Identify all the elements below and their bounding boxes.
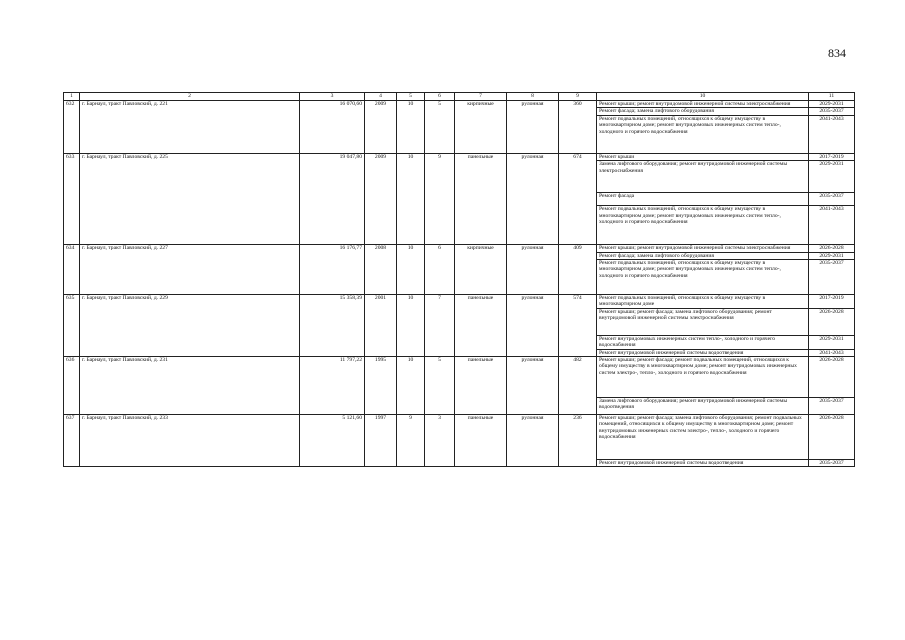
walls-cell: панельные [455,295,507,357]
work-description: Ремонт крыши; ремонт фасада; ремонт подвальных помещений, относящихся к общему имуществу в многоквартирном доме; ремонт внутридомовых инженерных систем электро-, тепло-, холодного и горячего водоснабжения [597,357,809,398]
column-number-row [64,93,855,101]
entrances-cell: 3 [425,415,455,467]
work-period: 2041-2043 [809,349,855,356]
column-number: 5 [397,93,425,101]
work-description: Ремонт внутридомовых инженерных систем тепло-, холодного и горячего водоснабжения [597,335,809,349]
roof-cell: рулонная [507,101,559,154]
address-cell: г. Барнаул, тракт Павловский, д. 221 [80,101,300,154]
year-cell: 2001 [365,295,397,357]
row-number: 632 [64,101,80,154]
roof-cell: рулонная [507,415,559,467]
work-description: Ремонт внутридомовой инженерной системы водоотведения [597,349,809,356]
address-cell: г. Барнаул, тракт Павловский, д. 231 [80,357,300,415]
table-row [64,295,855,309]
walls-cell: панельные [455,153,507,244]
column-number: 3 [300,93,365,101]
row-number: 637 [64,415,80,467]
floors-cell: 10 [397,357,425,415]
walls-cell: панельные [455,357,507,415]
address-cell: г. Барнаул, тракт Павловский, д. 233 [80,415,300,467]
work-description: Ремонт крыши [597,153,809,160]
work-description: Ремонт подвальных помещений, относящихся к общему имуществу в многоквартирном доме [597,295,809,309]
year-cell: 2008 [365,245,397,295]
work-period: 2026-2028 [809,357,855,398]
work-description: Ремонт фасада; замена лифтового оборудования [597,252,809,259]
area-cell: 16 176,77 [300,245,365,295]
column-number: 9 [559,93,597,101]
entrances-cell: 5 [425,101,455,154]
work-period: 2035-2037 [809,460,855,467]
column-number: 10 [597,93,809,101]
entrances-cell: 9 [425,153,455,244]
floors-cell: 10 [397,101,425,154]
residents-cell: 360 [559,101,597,154]
floors-cell: 9 [397,415,425,467]
column-number: 2 [80,93,300,101]
work-period: 2035-2037 [809,193,855,206]
row-number: 636 [64,357,80,415]
roof-cell: рулонная [507,153,559,244]
work-description: Ремонт внутридомовой инженерной системы водоотведения [597,460,809,467]
work-period: 2029-2031 [809,335,855,349]
column-number: 6 [425,93,455,101]
entrances-cell: 7 [425,295,455,357]
work-period: 2041-2043 [809,206,855,245]
work-period: 2035-2037 [809,260,855,295]
area-cell: 19 047,80 [300,153,365,244]
area-cell: 16 070,60 [300,101,365,154]
work-description: Замена лифтового оборудования; ремонт внутридомовой инженерной системы водоотведения [597,398,809,415]
table-row [64,357,855,398]
work-description: Ремонт крыши; ремонт внутридомовой инженерной системы электроснабжения [597,245,809,252]
column-number: 1 [64,93,80,101]
page-number: 834 [828,46,846,60]
walls-cell: панельные [455,415,507,467]
work-description: Ремонт фасада; замена лифтового оборудования [597,108,809,115]
work-description: Ремонт подвальных помещений, относящихся к общему имуществу в многоквартирном доме; ремонт внутридомовых инженерных систем тепло-, холодного и горячего водоснабжения [597,115,809,153]
work-period: 2035-2037 [809,398,855,415]
entrances-cell: 5 [425,357,455,415]
residents-cell: 574 [559,295,597,357]
year-cell: 1995 [365,357,397,415]
entrances-cell: 6 [425,245,455,295]
work-period: 2029-2031 [809,252,855,259]
address-cell: г. Барнаул, тракт Павловский, д. 227 [80,245,300,295]
row-number: 633 [64,153,80,244]
roof-cell: рулонная [507,245,559,295]
row-number: 635 [64,295,80,357]
year-cell: 2009 [365,153,397,244]
residents-cell: 674 [559,153,597,244]
work-description: Ремонт крыши; ремонт фасада; замена лифтового оборудования; ремонт подвальных помещений, относящихся к общему имуществу в многоквартирном доме; ремонт внутридомовых инженерных систем электро-, тепло-, холодного и горячего водоснабжения [597,415,809,460]
table-row [64,245,855,252]
work-description: Ремонт подвальных помещений, относящихся к общему имуществу в многоквартирном доме; ремонт внутридомовых инженерных систем тепло-, холодного и горячего водоснабжения [597,260,809,295]
work-description: Ремонт крыши; ремонт фасада; замена лифтового оборудования; ремонт внутридомовой инженерной системы электроснабжения [597,308,809,335]
work-period: 2026-2028 [809,308,855,335]
floors-cell: 10 [397,245,425,295]
work-description: Ремонт фасада [597,193,809,206]
floors-cell: 10 [397,295,425,357]
year-cell: 2009 [365,101,397,154]
address-cell: г. Барнаул, тракт Павловский, д. 225 [80,153,300,244]
work-period: 2026-2028 [809,415,855,460]
floors-cell: 10 [397,153,425,244]
work-period: 2029-2031 [809,161,855,193]
area-cell: 15 358,39 [300,295,365,357]
housing-register-table [63,92,855,467]
year-cell: 1997 [365,415,397,467]
area-cell: 11 797,22 [300,357,365,415]
table-row [64,153,855,160]
column-number: 7 [455,93,507,101]
row-number: 634 [64,245,80,295]
work-period: 2041-2043 [809,115,855,153]
residents-cell: 482 [559,357,597,415]
work-period: 2026-2028 [809,245,855,252]
roof-cell: рулонная [507,357,559,415]
work-description: Ремонт подвальных помещений, относящихся к общему имуществу в многоквартирном доме; ремонт внутридомовых инженерных систем тепло-, холодного и горячего водоснабжения [597,206,809,245]
work-description: Ремонт крыши; ремонт внутридомовой инженерной системы электроснабжения [597,101,809,108]
address-cell: г. Барнаул, тракт Павловский, д. 229 [80,295,300,357]
table-row [64,415,855,460]
work-period: 2035-2037 [809,108,855,115]
work-period: 2017-2019 [809,153,855,160]
walls-cell: кирпичные [455,101,507,154]
column-number: 11 [809,93,855,101]
table-row [64,101,855,108]
residents-cell: 409 [559,245,597,295]
area-cell: 5 121,60 [300,415,365,467]
work-period: 2017-2019 [809,295,855,309]
roof-cell: рулонная [507,295,559,357]
residents-cell: 236 [559,415,597,467]
column-number: 8 [507,93,559,101]
work-description: Замена лифтового оборудования; ремонт внутридомовой инженерной системы электроснабжения [597,161,809,193]
work-period: 2029-2031 [809,101,855,108]
walls-cell: кирпичные [455,245,507,295]
column-number: 4 [365,93,397,101]
